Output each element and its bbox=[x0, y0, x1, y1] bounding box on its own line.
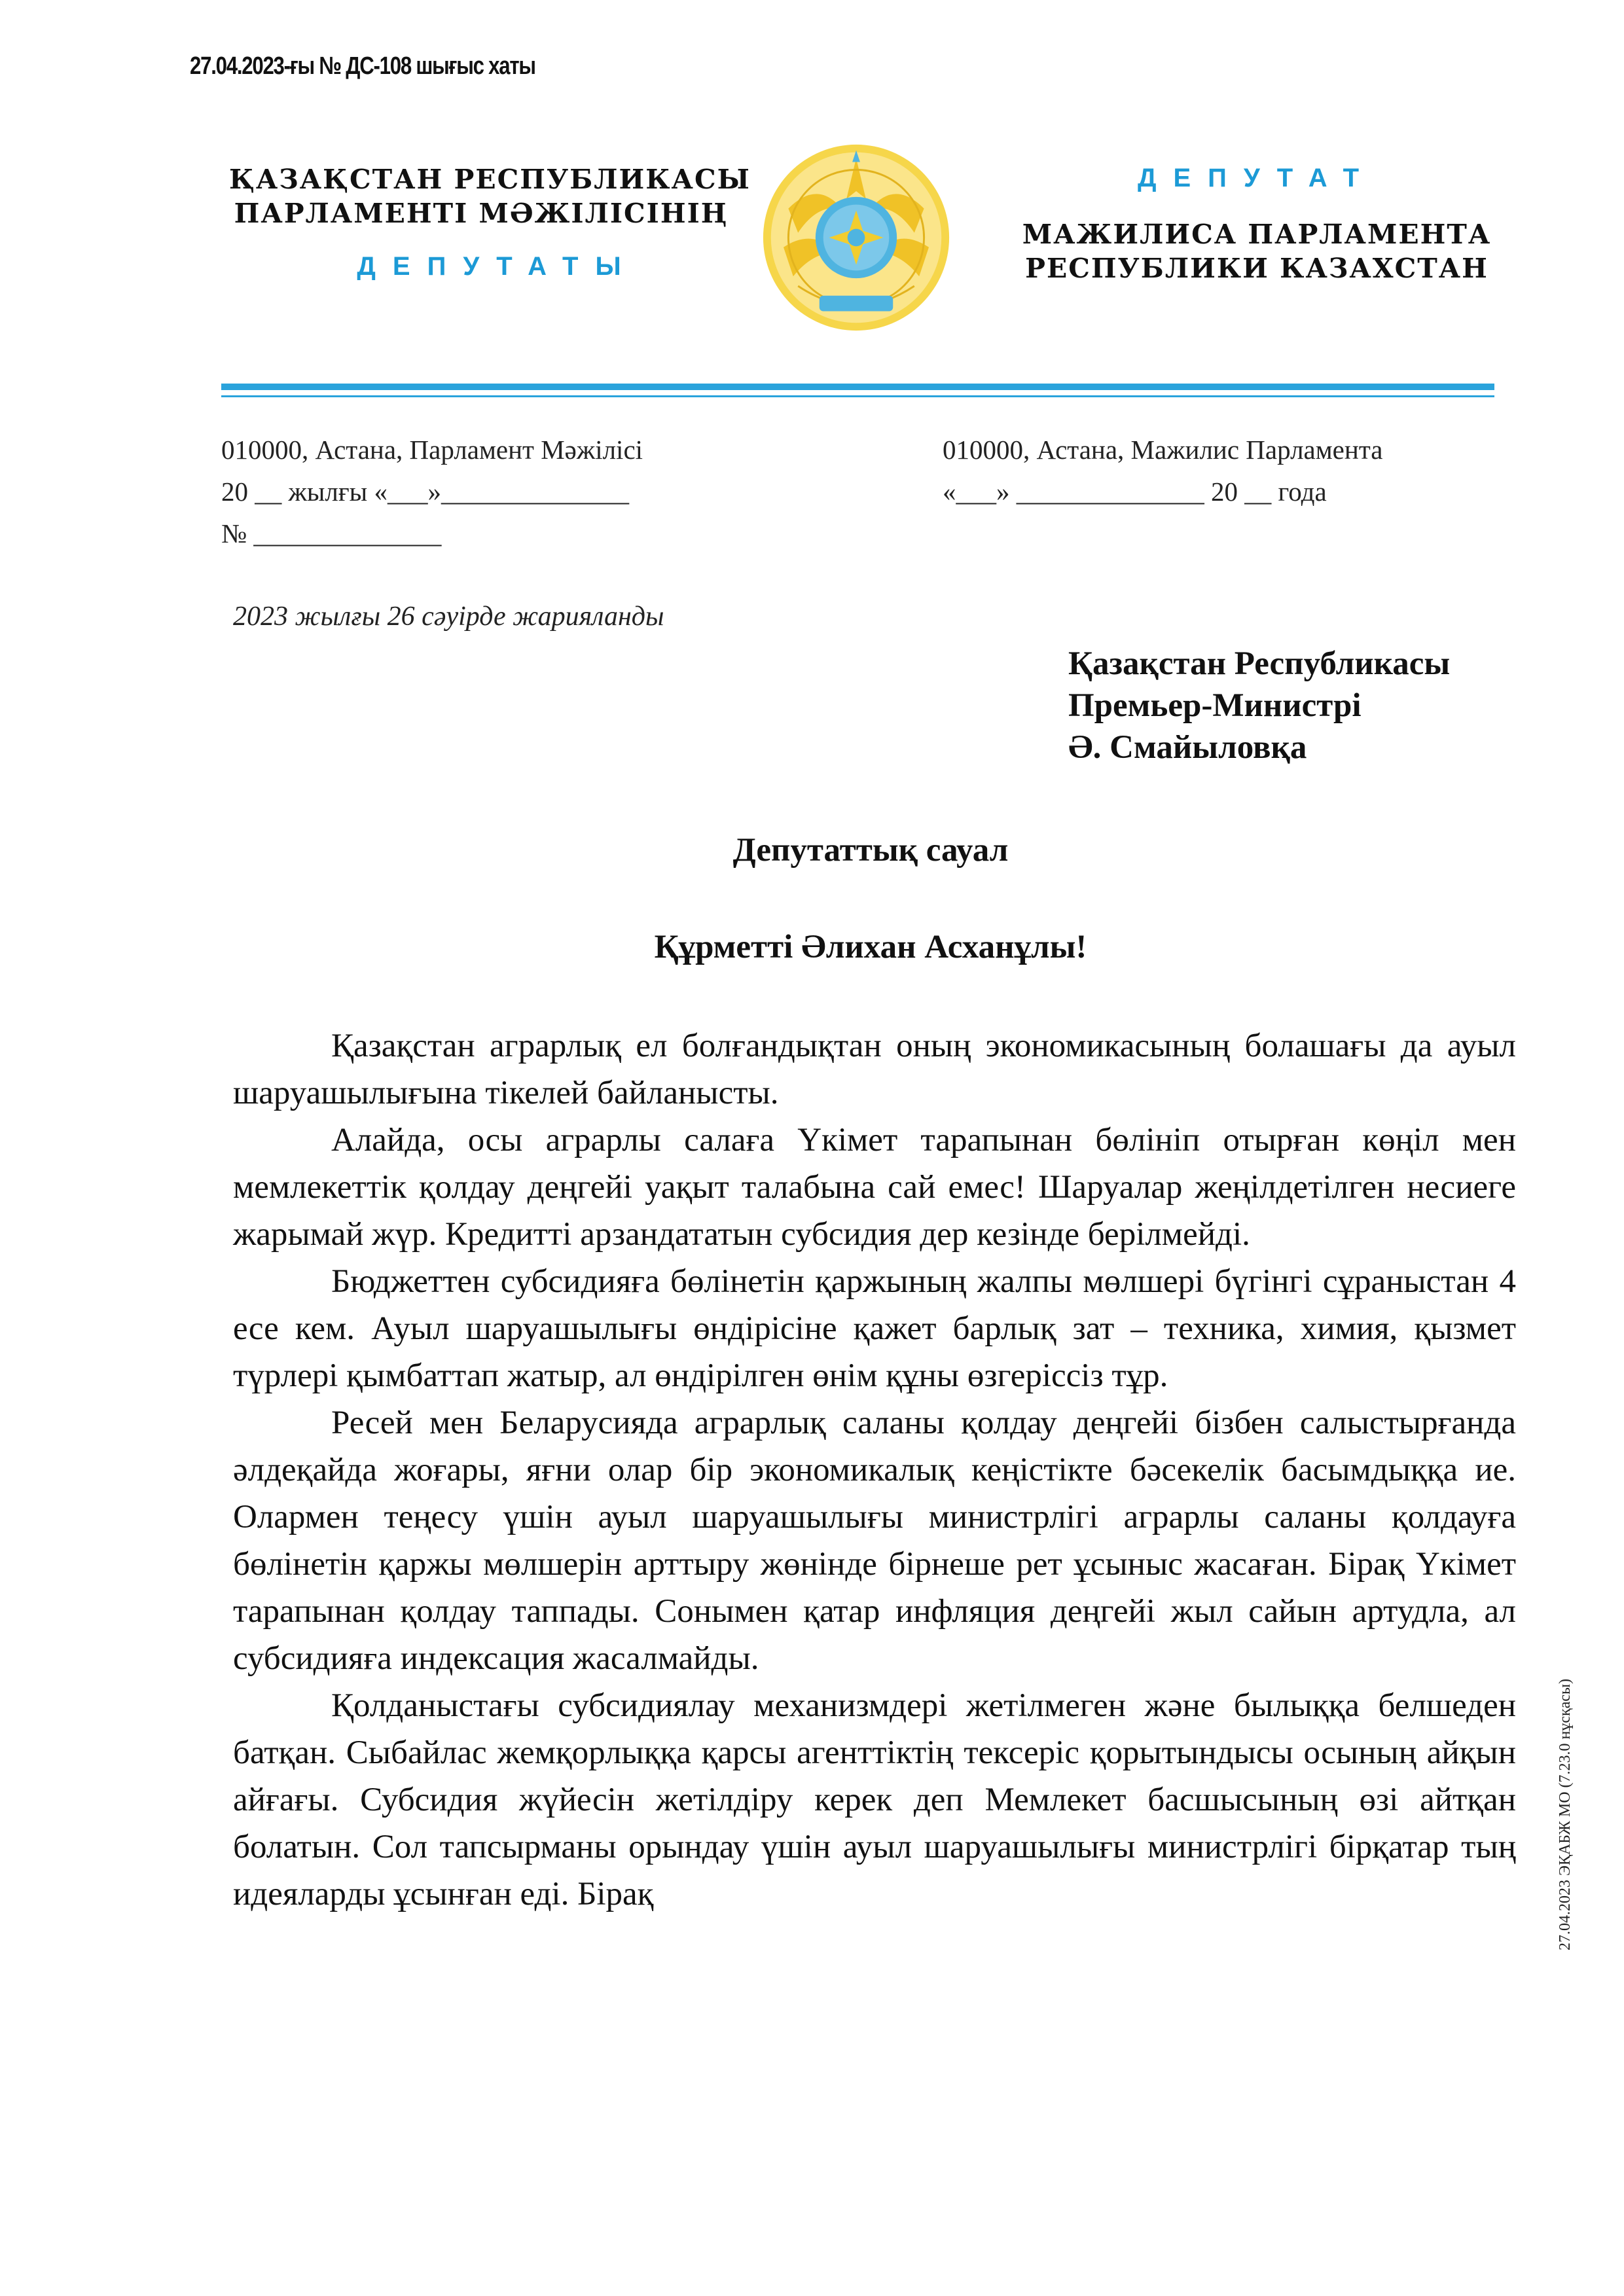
address-right-block bbox=[943, 429, 1382, 512]
recipient-line2: Премьер-Министрі bbox=[1068, 687, 1362, 724]
address-right-line2: «___» ______________ 20 __ года bbox=[943, 476, 1327, 507]
recipient-line1: Қазақстан Республикасы bbox=[1068, 645, 1451, 682]
address-left-line3: № ______________ bbox=[221, 518, 442, 548]
outgoing-reference: 27.04.2023-ғы № ДС-108 шығыс хаты bbox=[190, 52, 535, 80]
header-left-line2: ПАРЛАМЕНТІ МӘЖІЛІСІНІҢ bbox=[234, 198, 729, 229]
address-left-line2: 20 __ жылғы «___»______________ bbox=[221, 476, 629, 507]
header-left-kazakh bbox=[229, 162, 751, 230]
address-right-line1: 010000, Астана, Мажилис Парламента bbox=[943, 435, 1383, 465]
address-left-line1: 010000, Астана, Парламент Мәжілісі bbox=[221, 435, 643, 465]
header-left-deputy-word: ДЕПУТАТЫ bbox=[357, 252, 638, 281]
header-left-line1: ҚАЗАҚСТАН РЕСПУБЛИКАСЫ bbox=[229, 164, 751, 195]
header-right-russian bbox=[1008, 217, 1506, 285]
address-left-block bbox=[221, 429, 643, 554]
header-right-line1: МАЖИЛИСА ПАРЛАМЕНТА bbox=[1022, 219, 1492, 250]
side-registry-note: 27.04.2023 ЭҚАБЖ МО (7.23.0 нұсқасы) bbox=[1557, 1678, 1574, 1950]
recipient-line3: Ә. Смайыловқа bbox=[1068, 729, 1307, 766]
paragraph-1: Қазақстан аграрлық ел болғандықтан оның экономикасының болашағы да ауыл шаруашылығына тікелей байланысты. bbox=[233, 1028, 1516, 1111]
header-rule-thick bbox=[221, 384, 1494, 390]
recipient-block bbox=[1068, 643, 1450, 768]
state-emblem-icon bbox=[759, 141, 953, 334]
header-rule-thin bbox=[221, 395, 1494, 397]
published-date: 2023 жылғы 26 сәуірде жарияланды bbox=[233, 601, 664, 632]
paragraph-5: Қолданыстағы субсидиялау механизмдері жетілмеген және былыққа белшеден батқан. Сыбайлас жемқорлыққа қарсы агенттіктің тексеріс қорытындысы осының айқын айғағы. Субсидия жүйесін жетілдіру керек деп Мемлекет басшысының өзі айтқан болатын. Сол тапсырманы орындау үшін ауыл шаруашылығы министрлігі бірқатар тың идеяларды ұсынған еді. Бірақ bbox=[233, 1687, 1516, 1912]
paragraph-4: Ресей мен Беларусияда аграрлық саланы қолдау деңгейі бізбен салыстырғанда әлдеқайда жоғары, яғни олар бір экономикалық кеңістікте бәсекелік басымдыққа ие. Олармен теңесу үшін ауыл шаруашылығы министрлігі аграрлы саланы қолдауға бөлінетін қаржы мөлшерін арттыру жөнінде бірнеше рет ұсыныс жасаған. Бірақ Үкімет тарапынан қолдау таппады. Сонымен қатар инфляция деңгейі жыл сайын артудла, ал субсидияға индексация жасалмайды. bbox=[233, 1405, 1516, 1677]
header-right-deputy-word: ДЕПУТАТ bbox=[1137, 164, 1377, 192]
paragraph-3: Бюджеттен субсидияға бөлінетін қаржының жалпы мөлшері бүгінгі сұраныстан 4 есе кем. Ауыл шаруашылығы өндірісіне қажет барлық зат – техника, химия, қызмет түрлері қымбаттап жатыр, ал өндірілген өнім құны өзгеріссіз тұр. bbox=[233, 1263, 1516, 1394]
document-title: Депутаттық сауал bbox=[732, 832, 1009, 869]
header-right-line2: РЕСПУБЛИКИ КАЗАХСТАН bbox=[1025, 253, 1489, 284]
body-text bbox=[233, 1022, 1516, 1918]
paragraph-2: Алайда, осы аграрлы салаға Үкімет тарапынан бөлініп отырған көңіл мен мемлекеттік қолдау деңгейі уақыт талабына сай емес! Шаруалар жеңілдетілген несиеге жарымай жүр. Кредитті арзандататын субсидия дер кезінде берілмейді. bbox=[233, 1122, 1516, 1253]
greeting: Құрметті Әлихан Асханұлы! bbox=[654, 929, 1087, 965]
